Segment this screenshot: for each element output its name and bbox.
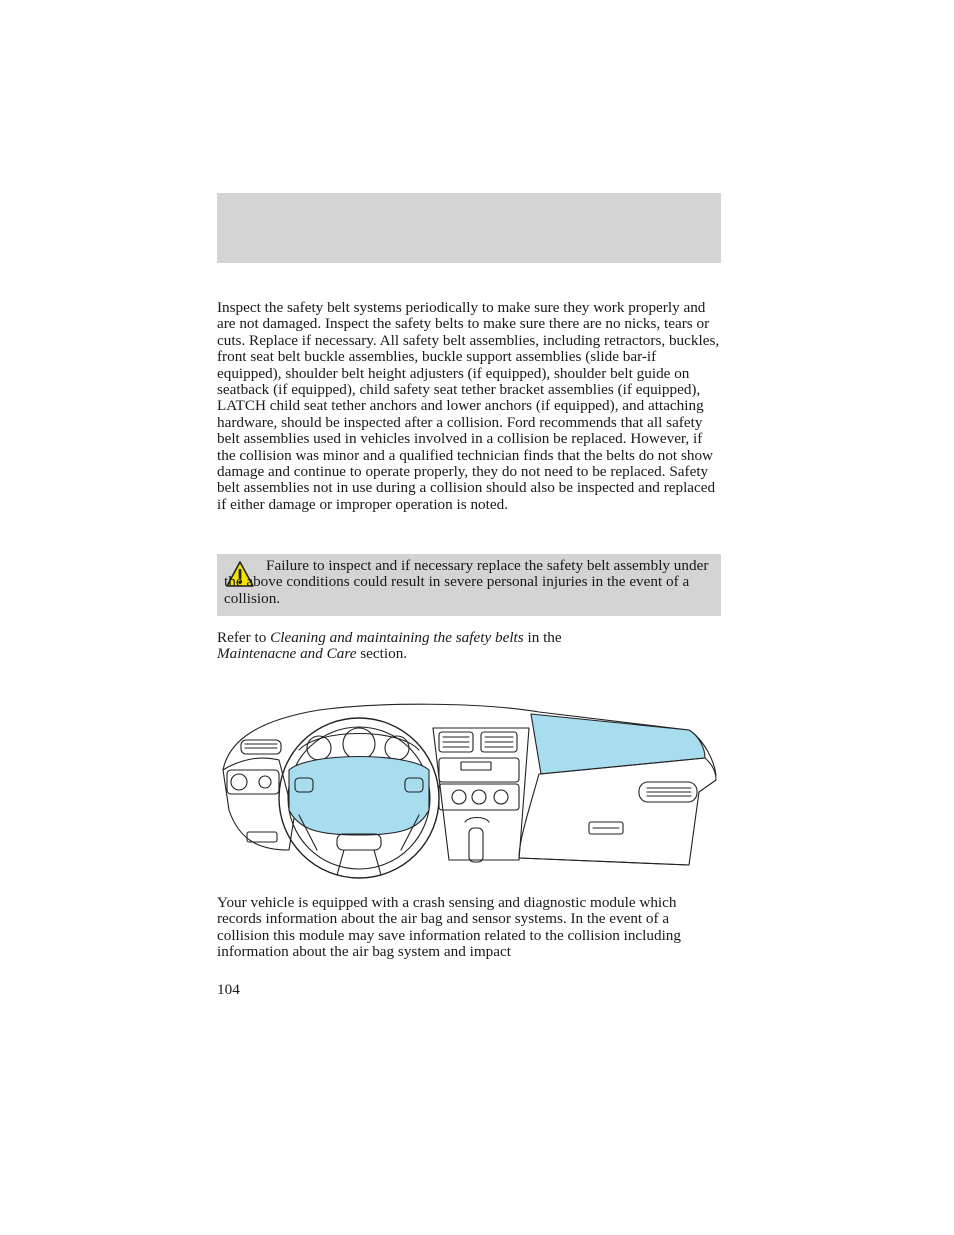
refer-link-cleaning: Cleaning and maintaining the safety belts [270,629,524,646]
refer-link-maintenance: Maintenacne and Care [217,645,357,663]
inspection-paragraph: Inspect the safety belt systems periodically to make sure they work properly and are not damaged. Inspect the safety belts to make sure there are no nicks, tears or cuts. Replace if necessary. All safety belt assemblies, including retractors, buckles, front seat belt buckle assemblies, buckle support assemblies (slide bar-if equipped), shoulder belt height adjusters (if equipped), shoulder belt guide on seatback (if equipped), child safety seat tether bracket assemblies (if equipped), LATCH child seat tether anchors and lower anchors (if equipped), and attaching hardware, should be inspected after a collision. Ford recommends that all safety belt assemblies used in vehicles involved in a collision be replaced. However, if the collision was minor and a qualified technician finds that the belts do not show damage and continue to operate properly, they do not need to be replaced. Safety belt assemblies not in use during a collision should also be inspected and replaced if either damage or improper operation is noted. [217,299,720,513]
refer-suffix: section. [356,645,408,663]
crash-module-paragraph: Your vehicle is equipped with a crash sensing and diagnostic module which records information about the air bag and sensor systems. In the event of a collision this module may save information related to the collision including information about the air bag system and impact [217,894,681,961]
refer-prefix: Refer to [217,629,271,646]
refer-middle: in the [523,629,562,646]
warning-box [217,554,721,616]
refer-paragraph [217,630,721,663]
warning-text: Failure to inspect and if necessary replace the safety belt assembly under the above conditions could result in severe personal injuries in the event of a collision. [224,557,709,607]
dashboard-airbag-illustration [219,700,719,880]
header-band [217,193,721,263]
page-number: 104 [217,981,240,998]
